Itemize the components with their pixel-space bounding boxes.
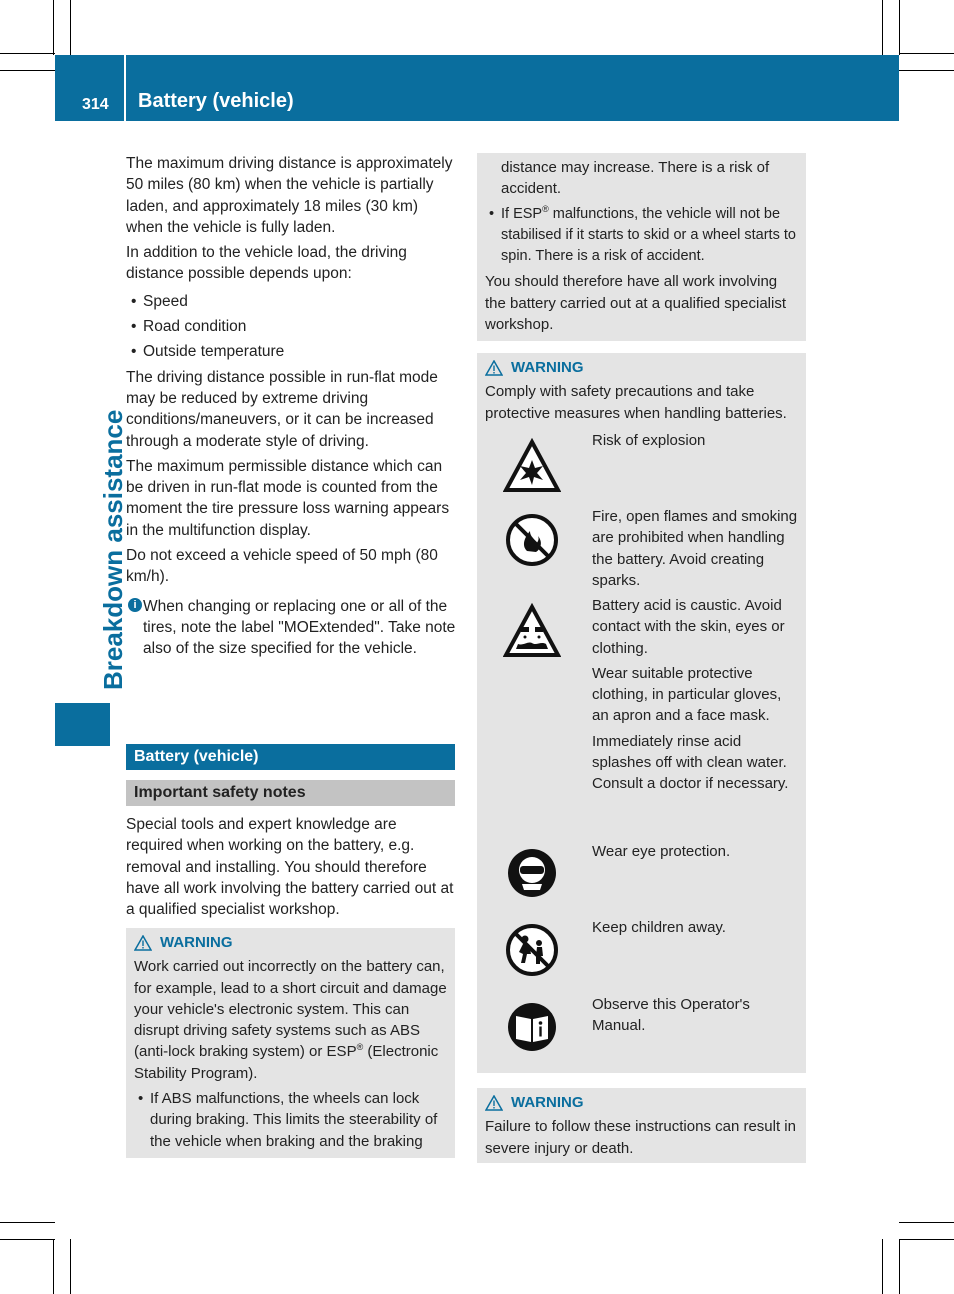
symbol-text-line: Keep children away. bbox=[592, 919, 726, 936]
corrosive-warning-icon bbox=[503, 603, 561, 661]
list-item: • Road condition bbox=[126, 316, 457, 337]
list-item: • Outside temperature bbox=[126, 341, 457, 362]
info-note-text: When changing or replacing one or all of the tires, note the label "MOExtended". Take note also of the size specified for the vehicle. bbox=[143, 597, 456, 658]
warning-closing: You should therefore have all work involving the battery carried out at a qualified specialist workshop. bbox=[485, 273, 787, 334]
warning-title: WARNING bbox=[160, 934, 233, 951]
crop-mark bbox=[0, 1239, 55, 1240]
crop-mark bbox=[899, 1239, 900, 1294]
subsection-heading: Important safety notes bbox=[126, 780, 455, 806]
paragraph: The driving distance possible in run-flat mode may be reduced by extreme driving conditions/maneuvers, or it can be increased through a moderate style of driving. bbox=[126, 368, 438, 450]
crop-mark bbox=[70, 0, 71, 55]
symbol-text-line: Observe this Operator's Manual. bbox=[592, 996, 750, 1035]
warning-bullet-a: If ESP bbox=[501, 205, 543, 222]
crop-mark bbox=[882, 0, 883, 55]
warning-header bbox=[485, 357, 799, 378]
paragraph: The maximum driving distance is approximately 50 miles (80 km) when the vehicle is partially laden, and approximately 18 miles (30 km) when the vehicle is fully laden. bbox=[126, 155, 453, 236]
warning-triangle-icon bbox=[485, 360, 503, 376]
symbol-text bbox=[592, 994, 802, 1041]
left-column bbox=[126, 153, 457, 660]
symbol-text-line: Wear eye protection. bbox=[592, 843, 731, 860]
warning-bullet bbox=[485, 204, 799, 268]
symbol-text bbox=[592, 841, 802, 866]
side-tab-label: Breakdown assistance bbox=[98, 409, 128, 690]
symbol-text bbox=[592, 430, 802, 455]
symbol-text bbox=[592, 506, 802, 595]
no-fire-icon bbox=[503, 511, 561, 569]
warning-header bbox=[485, 1092, 799, 1113]
crop-mark bbox=[0, 70, 55, 71]
warning-box bbox=[126, 928, 455, 1158]
warning-text: Failure to follow these instructions can result in severe injury or death. bbox=[485, 1118, 796, 1157]
warning-title: WARNING bbox=[511, 359, 584, 376]
warning-title: WARNING bbox=[511, 1094, 584, 1111]
symbol-text bbox=[592, 917, 802, 942]
crop-mark bbox=[899, 1222, 954, 1223]
safety-paragraph: Special tools and expert knowledge are required when working on the battery, e.g. removal and installing. You should therefore have all work involving the battery carried out at a qualified specialist workshop. bbox=[126, 816, 454, 919]
side-tab-marker bbox=[55, 703, 110, 746]
header-divider bbox=[124, 55, 126, 121]
warning-box-final bbox=[477, 1088, 806, 1163]
eye-protection-icon bbox=[503, 844, 561, 902]
crop-mark bbox=[0, 1222, 55, 1223]
explosion-warning-icon bbox=[503, 438, 561, 496]
warning-text: distance may increase. There is a risk of accident. bbox=[501, 159, 770, 198]
registered-mark: ® bbox=[542, 203, 549, 214]
warning-text bbox=[134, 956, 448, 1084]
crop-mark bbox=[70, 1239, 71, 1294]
warning-bullet: • If ABS malfunctions, the wheels can lock during braking. This limits the steerability of the vehicle when braking and the braking bbox=[134, 1088, 448, 1152]
symbol-text-line: Risk of explosion bbox=[592, 432, 706, 449]
symbol-text-line: Immediately rinse acid splashes off with clean water. Consult a doctor if necessary. bbox=[592, 732, 789, 793]
crop-mark bbox=[899, 0, 900, 55]
crop-mark bbox=[899, 1239, 954, 1240]
warning-intro: Comply with safety precautions and take protective measures when handling batteries. bbox=[485, 383, 787, 422]
registered-mark: ® bbox=[356, 1042, 364, 1053]
warning-triangle-icon bbox=[485, 1095, 503, 1111]
warning-box-continued bbox=[477, 153, 806, 341]
warning-text-a: Work carried out incorrectly on the battery can, for example, lead to a short circuit and damage your vehicle's electronic system. This can disrupt driving safety systems such as ABS (anti-lock braking system) or ESP bbox=[134, 958, 447, 1061]
keep-children-away-icon bbox=[503, 921, 561, 979]
crop-mark bbox=[53, 0, 54, 55]
info-note bbox=[126, 596, 457, 660]
paragraph: The maximum permissible distance which can be driven in run-flat mode is counted from the moment the tire pressure loss warning appears in the multifunction display. bbox=[126, 457, 450, 539]
page-number: 314 bbox=[82, 96, 109, 113]
symbol-text bbox=[592, 595, 802, 799]
warning-text-b: (Electronic Stability Program). bbox=[134, 1043, 439, 1082]
paragraph: Do not exceed a vehicle speed of 50 mph (80 km/h). bbox=[126, 547, 438, 586]
symbol-text-line: Fire, open flames and smoking are prohibited when handling the battery. Avoid creating sparks. bbox=[592, 508, 798, 589]
crop-mark bbox=[53, 1239, 54, 1294]
paragraph: In addition to the vehicle load, the driving distance possible depends upon: bbox=[126, 244, 407, 283]
crop-mark bbox=[882, 1239, 883, 1294]
symbol-text-line: Battery acid is caustic. Avoid contact with the skin, eyes or clothing. bbox=[592, 597, 785, 657]
operator-manual-icon bbox=[503, 998, 561, 1056]
symbol-text-line: Wear suitable protective clothing, in particular gloves, an apron and a face mask. bbox=[592, 664, 782, 725]
crop-mark bbox=[0, 53, 55, 54]
crop-mark bbox=[899, 53, 954, 54]
crop-mark bbox=[899, 70, 954, 71]
page-title: Battery (vehicle) bbox=[138, 90, 294, 112]
warning-bullet-b: malfunctions, the vehicle will not be stabilised if it starts to skid or a wheel starts to spin. There is a risk of accident. bbox=[501, 205, 796, 265]
section-heading: Battery (vehicle) bbox=[126, 744, 455, 770]
warning-triangle-icon bbox=[134, 935, 152, 951]
warning-box-symbols bbox=[477, 353, 806, 1073]
info-icon: i bbox=[128, 598, 142, 612]
warning-header bbox=[134, 932, 448, 953]
list-item: • Speed bbox=[126, 291, 457, 312]
